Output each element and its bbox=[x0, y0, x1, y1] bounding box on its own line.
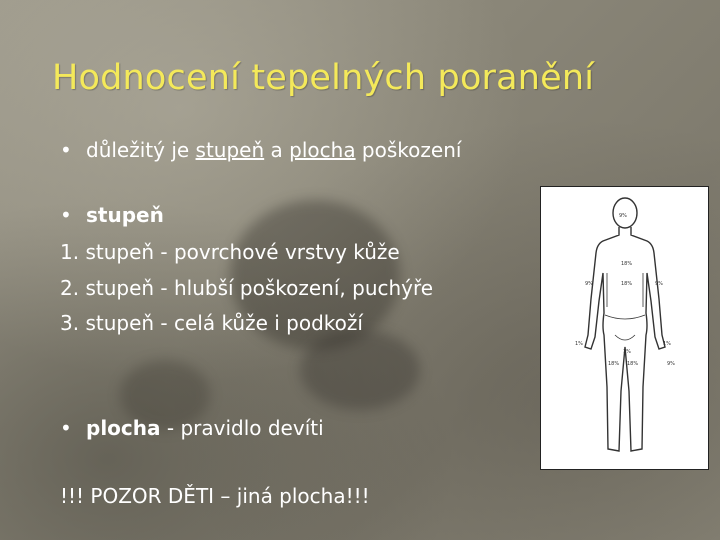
children-warning: !!! POZOR DĚTI – jiná plocha!!! bbox=[60, 484, 370, 508]
label-thigh-left: 18% bbox=[608, 361, 620, 367]
label-arm-right: 9% bbox=[655, 281, 663, 287]
bullet: • bbox=[60, 416, 72, 440]
intro-bullet-line bbox=[60, 140, 461, 160]
degree-item: 1. stupeň - povrchové vrstvy kůže bbox=[60, 240, 400, 264]
label-hand-left: 1% bbox=[575, 341, 583, 347]
area-heading: plocha bbox=[86, 416, 161, 440]
background-stain bbox=[300, 330, 420, 410]
degree-heading-line bbox=[60, 205, 164, 225]
intro-text: a bbox=[264, 138, 290, 162]
label-leg: 9% bbox=[667, 361, 675, 367]
degree-item: 2. stupeň - hlubší poškození, puchýře bbox=[60, 276, 434, 300]
intro-underlined-area: plocha bbox=[289, 138, 356, 162]
intro-text: důležitý je bbox=[86, 138, 196, 162]
degree-item: 3. stupeň - celá kůže i podkoží bbox=[60, 311, 363, 335]
intro-text: poškození bbox=[355, 138, 462, 162]
label-thigh-right: 18% bbox=[627, 361, 639, 367]
bullet: • bbox=[60, 203, 72, 227]
area-rule-text: - pravidlo devíti bbox=[160, 416, 324, 440]
body-outline-diagram bbox=[541, 187, 708, 469]
degree-heading: stupeň bbox=[86, 203, 164, 227]
bullet: • bbox=[60, 138, 72, 162]
label-chest: 18% bbox=[621, 261, 633, 267]
label-arm-left: 9% bbox=[585, 281, 593, 287]
slide-title: Hodnocení tepelných poranění bbox=[52, 58, 595, 98]
label-genital: 1% bbox=[623, 349, 631, 355]
label-hand-right: 1% bbox=[663, 341, 671, 347]
label-back: 18% bbox=[621, 281, 633, 287]
intro-underlined-degree: stupeň bbox=[195, 138, 265, 162]
label-head: 9% bbox=[619, 213, 627, 219]
rule-of-nines-figure bbox=[540, 186, 709, 470]
area-line bbox=[60, 418, 324, 438]
